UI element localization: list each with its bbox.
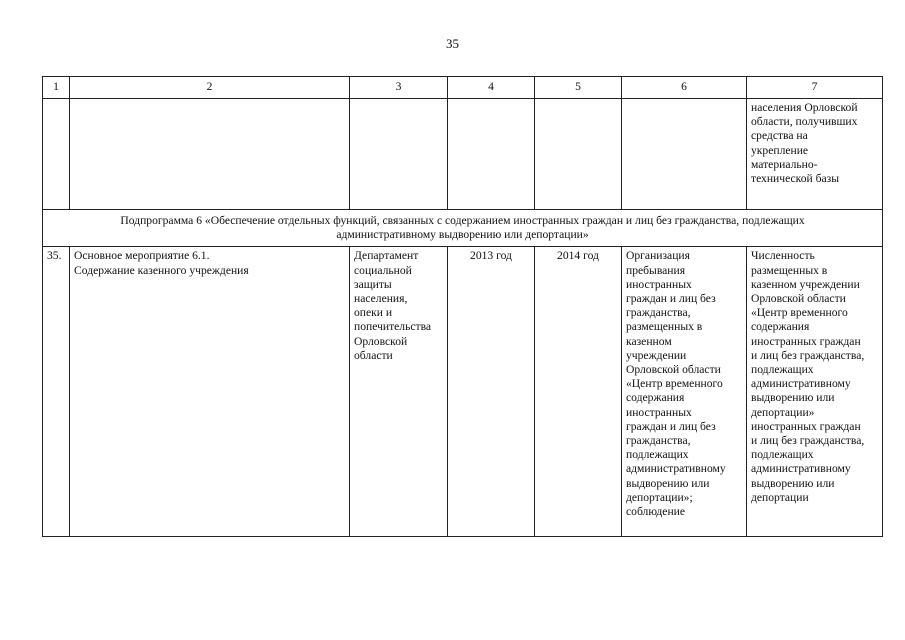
text-line: учреждении [626, 348, 687, 362]
continuation-indicator-cell [747, 99, 883, 210]
text-line: административному [626, 462, 726, 476]
text-line: подлежащих [626, 448, 689, 462]
text-line: технической базы [751, 172, 840, 186]
column-header-5: 5 [535, 77, 622, 99]
document-table [42, 76, 883, 537]
text-line: подлежащих [751, 363, 814, 377]
text-line: и лиц без гражданства, [751, 348, 865, 362]
table-row [43, 247, 883, 537]
result-cell [622, 247, 747, 537]
text-line: размещенных в [751, 263, 828, 277]
text-line: материально- [751, 157, 818, 171]
text-line: Подпрограмма 6 «Обеспечение отдельных функций, связанных с содержанием иностранных граждан и лиц без гражданства, подлежащих [120, 214, 805, 227]
text-line: Орловской области [626, 363, 721, 377]
column-header-7: 7 [747, 77, 883, 99]
text-line: иностранных [626, 405, 692, 419]
cell [448, 99, 535, 210]
end-date-cell: 2014 год [535, 247, 622, 537]
text-line: Орловской области [751, 292, 846, 306]
text-line: содержания [626, 391, 685, 405]
text-line: укрепление [751, 143, 809, 157]
text-line: размещенных в [626, 320, 703, 334]
cell [43, 99, 70, 210]
text-line: Орловской [354, 334, 408, 348]
text-line: Организация [626, 249, 690, 263]
text-line: казенном [626, 334, 672, 348]
column-header-4: 4 [448, 77, 535, 99]
text-line: пребывания [626, 263, 686, 277]
text-line: населения Орловской [751, 101, 858, 114]
text-line: выдворению или [626, 476, 710, 490]
text-line: опеки и [354, 306, 393, 320]
text-line: и лиц без гражданства, [751, 434, 865, 448]
text-line: Департамент [354, 249, 419, 263]
text-line: попечительства [354, 320, 432, 334]
continuation-row [43, 99, 883, 210]
text-line: населения, [354, 292, 408, 306]
text-line: граждан и лиц без [626, 292, 716, 306]
text-line: иностранных граждан [751, 334, 861, 348]
text-line: административному выдворению или депортации» [336, 228, 589, 242]
text-line: административному [751, 377, 851, 391]
column-number-row [43, 77, 883, 99]
text-line: депортации [751, 490, 809, 504]
column-header-3: 3 [350, 77, 448, 99]
cell [350, 99, 448, 210]
text-line: казенном учреждении [751, 277, 860, 291]
text-line: гражданства, [626, 434, 691, 448]
text-line: области [354, 348, 393, 362]
text-line: депортации» [751, 405, 815, 419]
row-number: 35. [43, 247, 70, 537]
text-line: защиты [354, 277, 392, 291]
text-line: подлежащих [751, 448, 814, 462]
page-number: 35 [446, 36, 459, 51]
cell [622, 99, 747, 210]
column-header-2: 2 [70, 77, 350, 99]
text-line: области, получивших [751, 115, 858, 129]
text-line: содержания [751, 320, 810, 334]
executor-cell [350, 247, 448, 537]
text-line: выдворению или [751, 391, 835, 405]
text-line: депортации»; [626, 490, 693, 504]
text-line: средства на [751, 129, 808, 143]
subprogram-row [43, 210, 883, 247]
subprogram-title [43, 210, 883, 247]
text-line: социальной [354, 263, 412, 277]
text-line: «Центр временного [751, 306, 848, 320]
text-line: выдворению или [751, 476, 835, 490]
text-line: иностранных граждан [751, 419, 861, 433]
text-line: гражданства, [626, 306, 691, 320]
column-header-6: 6 [622, 77, 747, 99]
start-date-cell: 2013 год [448, 247, 535, 537]
column-header-1: 1 [43, 77, 70, 99]
cell [70, 99, 350, 210]
text-line: соблюдение [626, 505, 686, 519]
text-line: административному [751, 462, 851, 476]
text-line: иностранных [626, 277, 692, 291]
text-line: Содержание казенного учреждения [74, 263, 249, 277]
text-line: Основное мероприятие 6.1. [74, 249, 210, 263]
event-name-cell [70, 247, 350, 537]
indicator-cell [747, 247, 883, 537]
text-line: «Центр временного [626, 377, 723, 391]
text-line: Численность [751, 249, 815, 263]
text-line: граждан и лиц без [626, 419, 716, 433]
cell [535, 99, 622, 210]
